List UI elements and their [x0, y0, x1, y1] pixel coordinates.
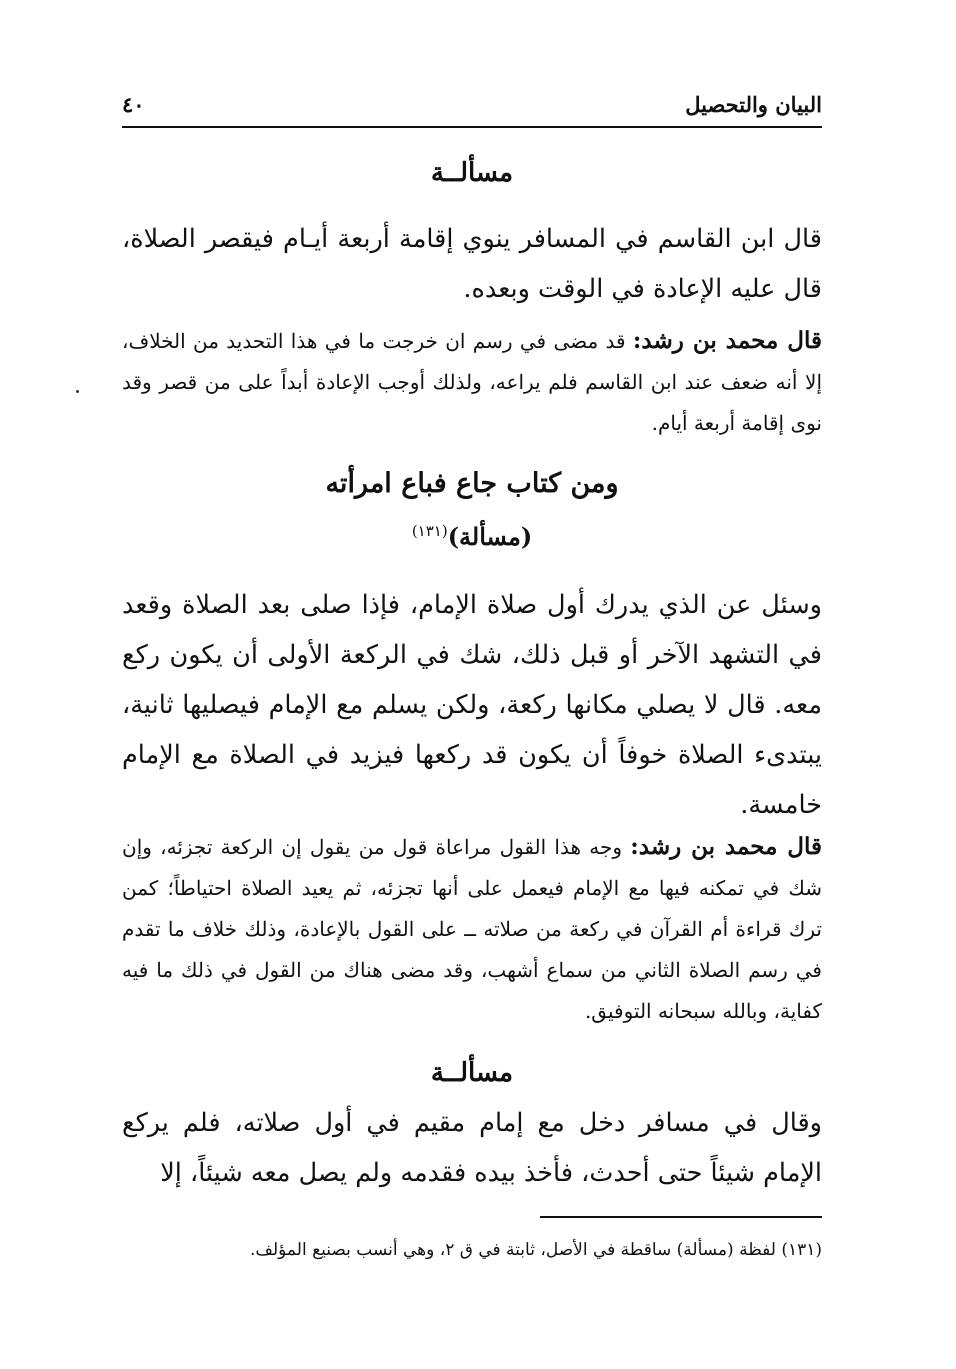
footnote: (١٣١) لفظة (مسألة) ساقطة في الأصل، ثابتة في ق ٢، وهي أنسب بصنيع المؤلف. [249, 1240, 822, 1260]
header-rule [122, 126, 822, 128]
masala-paragraph-2: وسئل عن الذي يدرك أول صلاة الإمام، فإذا صلى بعد الصلاة وقعد في التشهد الآخر أو قبل ذلك، شك في الركعة الأولى أن يكون ركع معه. قال لا يصلي مكانها ركعة، ولكن يسلم مع الإمام فيصليها ثانية، يبتدىء الصلاة خوفاً أن يكون قد ركعها فيزيد في الصلاة مع الإمام خامسة. [122, 590, 822, 820]
section-heading-2 [122, 522, 822, 551]
running-header [122, 92, 822, 126]
footnote-rule [540, 1216, 822, 1218]
masala-paragraph-1: قال ابن القاسم في المسافر ينوي إقامة أربعة أيـام فيقصر الصلاة، قال عليه الإعادة في الوقت وبعده. [122, 224, 822, 304]
chapter-title: ومن كتاب جاع فباع امرأته [325, 468, 619, 499]
page-number: ٤٠ [122, 92, 145, 117]
commentary-1 [122, 320, 822, 444]
section-heading-text: (مسألة) [447, 522, 533, 551]
commentary-text: قد مضى في رسم ان خرجت ما في هذا التحديد من الخلاف، إلا أنه ضعف عند ابن القاسم فلم يراعه، ولذلك أوجب الإعادة أبداً على من قصر وقد نوى إقامة أربعة أيام. [122, 329, 822, 435]
masala-paragraph-3: وقال في مسافر دخل مع إمام مقيم في أول صلاته، فلم يركع الإمام شيئاً حتى أحدث، فأخذ بيده فقدمه ولم يصل معه شيئاً، إلا [122, 1108, 822, 1188]
scan-speck [76, 390, 79, 393]
footnote-reference: (١٣١) [411, 522, 448, 540]
commentary-text: وجه هذا القول مراعاة قول من يقول إن الركعة تجزئه، وإن شك في تمكنه فيها مع الإمام فيعمل على أنها تجزئه، ثم يعيد الصلاة احتياطاً؛ كمن ترك قراءة أم القرآن في ركعة من صلاته ــ على القول بالإعادة، وذلك خلاف ما تقدم في رسم الصلاة الثاني من سماع أشهب، وقد مضى هناك من القول في ذلك ما فيه كفاية، وبالله سبحانه التوفيق. [122, 835, 822, 1023]
commentary-lead: قال محمد بن رشد: [632, 327, 823, 354]
commentary-2 [122, 826, 822, 1032]
section-heading-3: مسألــة [430, 1058, 514, 1088]
section-heading-1: مسألــة [430, 158, 514, 188]
book-title: البيان والتحصيل [685, 92, 822, 117]
commentary-lead: قال محمد بن رشد: [630, 833, 823, 860]
